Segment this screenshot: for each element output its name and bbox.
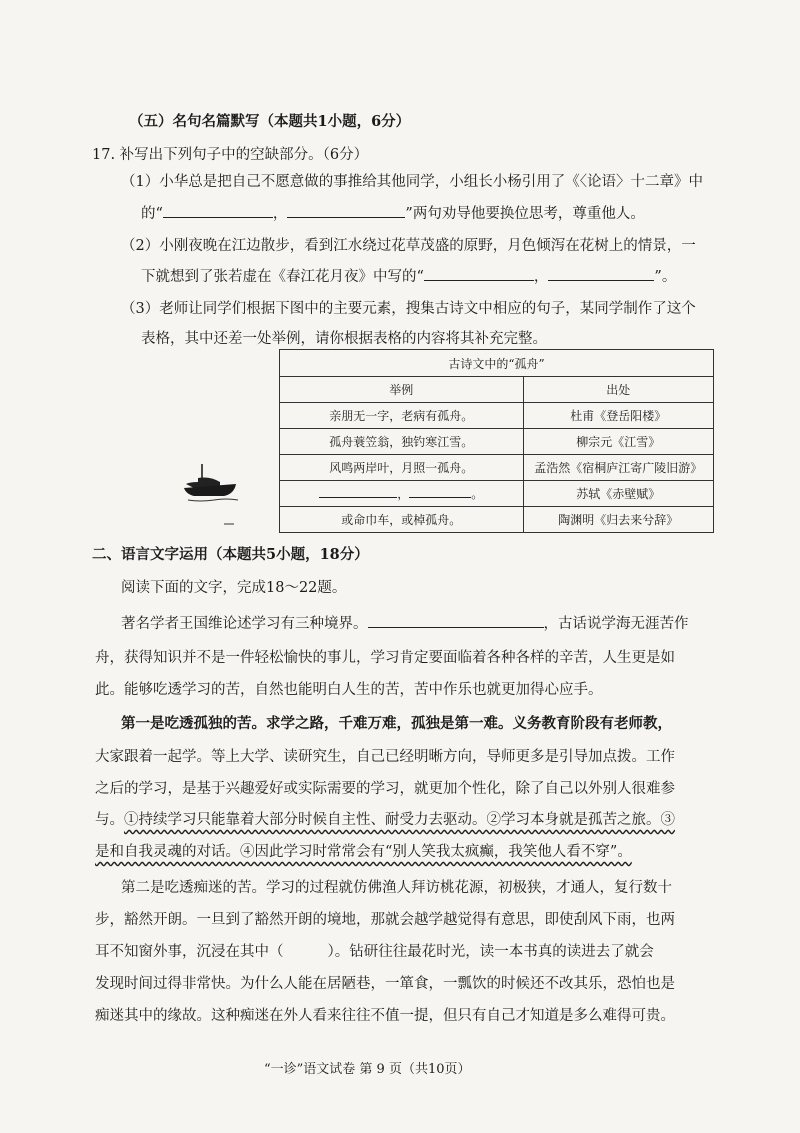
lone-boat-illustration <box>180 460 244 528</box>
paragraph-2-line-5: 是和自我灵魂的对话。④因此学习时常常会有“别人笑我太疯癫，我笑他人看不穿”。 <box>95 844 632 860</box>
q17-blank-4[interactable] <box>548 266 654 281</box>
q17-part3-line1: （3）老师让同学们根据下图中的主要元素，搜集古诗文中相应的句子，某同学制作了这个 <box>121 301 696 317</box>
paragraph-3-tail: ）。钻研往往最花时光，读一本书真的读进去了就会 <box>327 944 654 960</box>
paragraph-1-lead: 著名学者王国维论述学习有三种境界。 <box>121 616 368 632</box>
table-cell-source: 孟浩然《宿桐庐江寄广陵旧游》 <box>523 455 714 481</box>
paragraph-1-line-1 <box>121 613 689 634</box>
paragraph-3-line-1: 第二是吃透痴迷的苦。学习的过程就仿佛渔人拜访桃花源，初极狭，才通人，复行数十 <box>121 880 672 896</box>
paragraph-3-line-4: 发现时间过得非常快。为什么人能在居陋巷，一箪食，一瓢饮的时候还不改其乐，恐怕也是 <box>95 976 675 992</box>
table-header-source: 出处 <box>523 377 714 403</box>
q17-blank-2[interactable] <box>287 203 405 218</box>
page-footer: “一诊”语文试卷 第 9 页（共10页） <box>264 1062 471 1077</box>
table-blank-period: 。 <box>471 487 484 501</box>
table-cell-source: 杜甫《登岳阳楼》 <box>523 403 714 429</box>
table-row <box>280 481 714 507</box>
q17-blank-1[interactable] <box>163 203 273 218</box>
table-cell-example: 或命巾车，或棹孤舟。 <box>280 507 524 533</box>
q17-part1-open-quote: 的“ <box>141 206 163 222</box>
paragraph-1-tail: ，古话说学海无涯苦作 <box>543 616 689 632</box>
table-row <box>280 507 714 533</box>
table-caption: 古诗文中的“孤舟” <box>280 350 714 377</box>
q17-part1-line1: （1）小华总是把自己不愿意做的事推给其他同学，小组长小杨引用了《〈论语〉十二章》中 <box>121 174 703 190</box>
table-blank-2[interactable] <box>409 485 471 498</box>
table-blank-comma: ， <box>397 487 410 501</box>
q17-part1-comma: ， <box>272 206 288 222</box>
question-17-heading: 17. 补写出下列句子中的空缺部分。（6分） <box>92 147 369 163</box>
paragraph-3-lead: 耳不知窗外事，沉浸在其中（ <box>95 944 284 960</box>
guzhou-quotation-table <box>279 349 714 533</box>
table-cell-example: 风鸣两岸叶，月照一孤舟。 <box>280 455 524 481</box>
paragraph-3-line-2: 步，豁然开朗。一旦到了豁然开朗的境地，那就会越学越觉得有意思，即使刮风下雨，也两 <box>95 912 675 928</box>
paragraph-2-line-4 <box>95 810 675 830</box>
table-header-example: 举例 <box>280 377 524 403</box>
q17-part2-line2 <box>141 266 676 287</box>
table-cell-example: 孤舟蓑笠翁，独钓寒江雪。 <box>280 429 524 455</box>
table-blank-1[interactable] <box>319 485 397 498</box>
q17-part2-lead: 下就想到了张若虚在《春江花月夜》中写的“ <box>141 269 424 285</box>
paragraph-2-underlined-sentences: ①持续学习只能靠着大部分时候自主性、耐受力去驱动。②学习本身就是孤苦之旅。③ <box>124 812 675 828</box>
reading-instruction: 阅读下面的文字，完成18～22题。 <box>121 580 347 596</box>
paragraph-1-line-3: 此。能够吃透学习的苦，自然也能明白人生的苦，苦中作乐也就更加得心应手。 <box>95 682 603 698</box>
paragraph-2-line-3: 之后的学习，是基于兴趣爱好或实际需要的学习，就更加个性化，除了自己以外别人很难参 <box>95 781 675 797</box>
table-cell-example: 亲朋无一字，老病有孤舟。 <box>280 403 524 429</box>
q17-part2-comma: ， <box>533 269 549 285</box>
section-2-title: 二、语言文字运用（本题共5小题，18分） <box>92 546 369 563</box>
table-cell-source: 苏轼《赤壁赋》 <box>523 481 714 507</box>
paragraph-1-line-2: 舟，获得知识并不是一件轻松愉快的事儿，学习肯定要面临着各种各样的辛苦，人生更是如 <box>95 650 675 666</box>
table-cell-source: 柳宗元《江雪》 <box>523 429 714 455</box>
paragraph-1-blank[interactable] <box>368 613 544 628</box>
table-cell-source: 陶渊明《归去来兮辞》 <box>523 507 714 533</box>
q17-part1-tail: ”两句劝导他要换位思考，尊重他人。 <box>405 206 645 222</box>
paragraph-3-line-3 <box>95 942 654 962</box>
paragraph-2-line-1: 第一是吃透孤独的苦。求学之路，千难万难，孤独是第一难。义务教育阶段有老师教， <box>121 715 672 732</box>
table-row <box>280 403 714 429</box>
table-cell-example-blank <box>280 481 524 507</box>
table-row <box>280 455 714 481</box>
q17-part2-line1: （2）小刚夜晚在江边散步，看到江水绕过花草茂盛的原野，月色倾泻在花树上的情景，一 <box>121 238 696 254</box>
section-5-title: （五）名句名篇默写（本题共1小题，6分） <box>129 113 411 130</box>
q17-part3-line2: 表格，其中还差一处举例，请你根据表格的内容将其补充完整。 <box>141 331 547 347</box>
q17-part1-line2 <box>141 203 645 224</box>
paragraph-2-line-2: 大家跟着一起学。等上大学、读研究生，自己已经明晰方向，导师更多是引导加点拨。工作 <box>95 749 675 765</box>
paragraph-3-line-5: 痴迷其中的缘故。这种痴迷在外人看来往往不值一提，但只有自己才知道是多么难得可贵。 <box>95 1008 675 1024</box>
paragraph-2-lead: 与。 <box>95 812 124 828</box>
q17-blank-3[interactable] <box>424 266 534 281</box>
q17-part2-tail: ”。 <box>654 269 677 285</box>
table-row <box>280 429 714 455</box>
